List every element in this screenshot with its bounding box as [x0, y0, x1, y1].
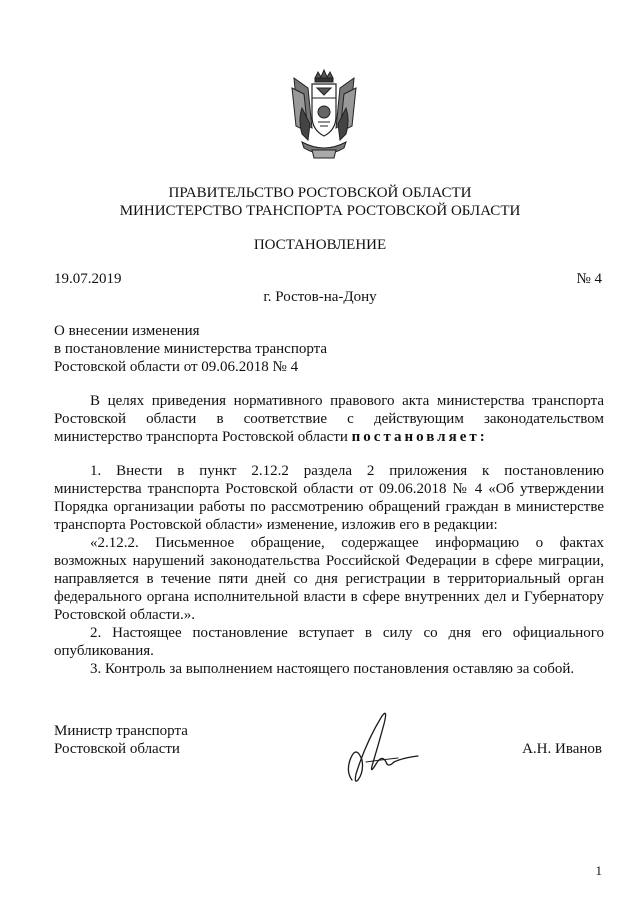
government-name: ПРАВИТЕЛЬСТВО РОСТОВСКОЙ ОБЛАСТИ: [168, 185, 472, 201]
item-3-line: 3. Контроль за выполнением настоящего постановления оставляю за собой.: [90, 661, 575, 677]
amendment-line: федерального органа исполнительной власти в сфере внутренних дел и Губернатору: [54, 589, 604, 605]
amendment-line: возможных нарушений законодательства Российской Федерации в сфере миграции,: [54, 553, 604, 569]
signatory-title: Ростовской области: [54, 741, 180, 757]
document-date: 19.07.2019: [54, 271, 122, 287]
page-number: 1: [595, 863, 602, 878]
subject-line: О внесении изменения: [54, 323, 200, 339]
document-type: ПОСТАНОВЛЕНИЕ: [253, 237, 387, 253]
item-1-line: министерства транспорта Ростовской области от 09.06.2018 № 4 «Об утверждении: [54, 481, 604, 497]
ministry-name: МИНИСТЕРСТВО ТРАНСПОРТА РОСТОВСКОЙ ОБЛАСТИ: [119, 203, 521, 219]
item-1-line: Порядка организации работы по рассмотрению обращений граждан в министерстве: [54, 499, 604, 515]
document-number: № 4: [576, 271, 602, 287]
amendment-line: направляется в течение пяти дней со дня регистрации в территориальный орган: [54, 571, 604, 587]
preamble-line: Ростовской области в соответствие с действующим законодательством: [54, 411, 604, 427]
preamble-line: [54, 428, 604, 446]
coat-of-arms-icon: [288, 68, 360, 164]
signatory-title: Министр транспорта: [54, 723, 188, 739]
item-2-line: опубликования.: [54, 643, 154, 659]
preamble-line: В целях приведения нормативного правового акта министерства транспорта: [90, 393, 604, 409]
item-2-line: 2. Настоящее постановление вступает в силу со дня его официального: [90, 625, 604, 641]
amendment-line: «2.12.2. Письменное обращение, содержащее информацию о фактах: [90, 535, 604, 551]
handwritten-signature-icon: [332, 702, 422, 788]
subject-line: в постановление министерства транспорта: [54, 341, 328, 357]
signatory-name: А.Н. Иванов: [522, 741, 602, 757]
item-1-line: 1. Внести в пункт 2.12.2 раздела 2 приложения к постановлению: [90, 463, 604, 479]
item-1-line: транспорта Ростовской области» изменение, изложив его в редакции:: [54, 517, 498, 533]
decree-word: постановляет:: [351, 429, 488, 445]
preamble-text: министерство транспорта Ростовской области: [54, 429, 352, 445]
document-city: г. Ростов-на-Дону: [263, 289, 377, 305]
amendment-line: Ростовской области.».: [54, 607, 195, 623]
subject-line: Ростовской области от 09.06.2018 № 4: [54, 359, 299, 375]
